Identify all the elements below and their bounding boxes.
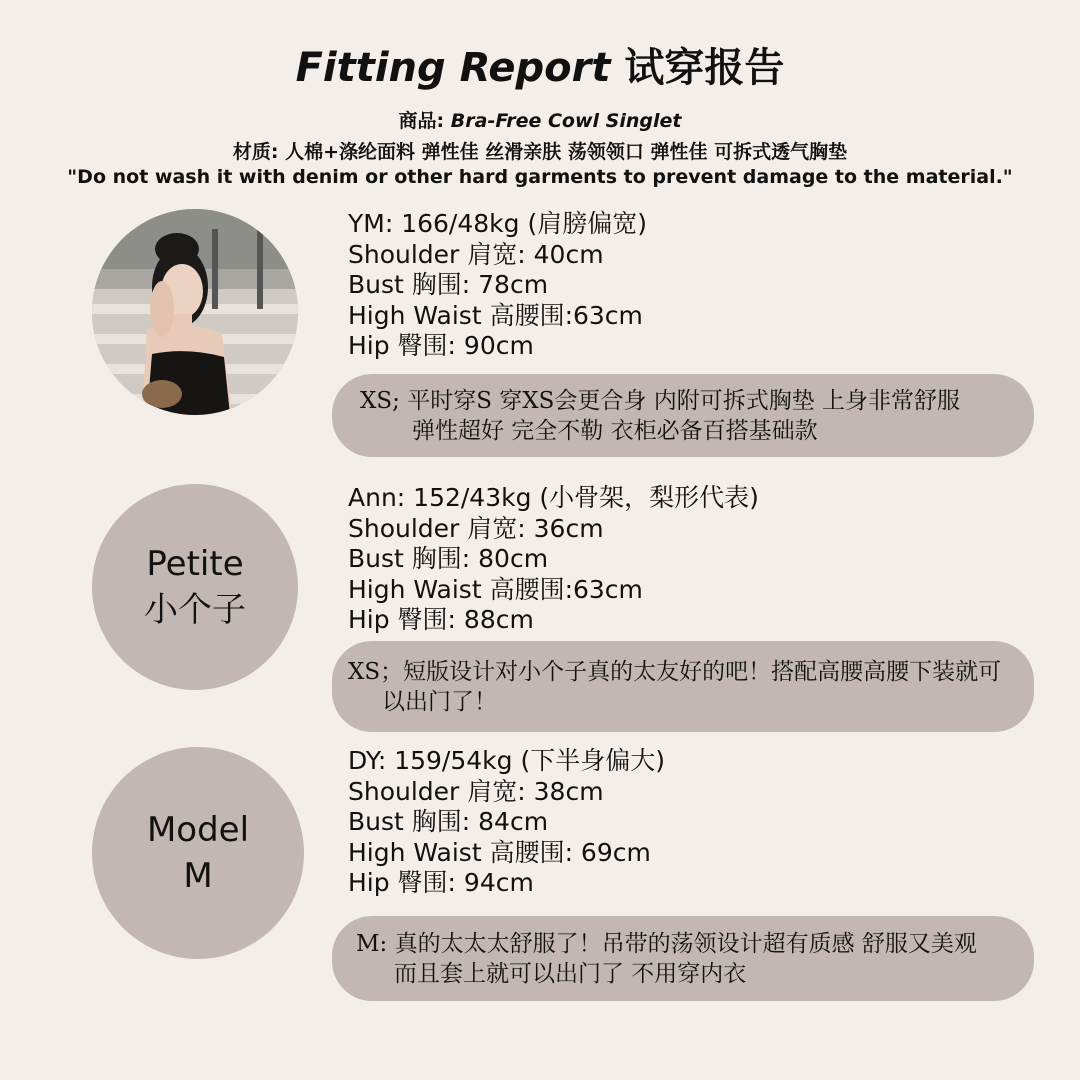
comment-line2: 而且套上就可以出门了 不用穿内衣 — [394, 960, 747, 987]
comment-bubble-ym — [332, 374, 1034, 457]
title-english: Fitting Report — [295, 45, 611, 91]
comment-line1: XS；短版设计对小个子真的太友好的吧！搭配高腰高腰下装就可 — [348, 658, 1002, 685]
page-title — [0, 40, 1080, 96]
comment-bubble-ann — [332, 641, 1034, 732]
bust-measure: Bust 胸围: 84cm — [348, 807, 549, 836]
model-name-line: YM: 166/48kg (肩膀偏宽) — [348, 209, 647, 238]
avatar-label-line1: Petite — [146, 544, 244, 584]
comment-line2: 弹性超好 完全不勒 衣柜必备百搭基础款 — [412, 417, 818, 444]
shoulder-measure: Shoulder 肩宽: 38cm — [348, 776, 604, 806]
comment-line1: XS; 平时穿S 穿XS会更合身 内附可拆式胸垫 上身非常舒服 — [360, 387, 961, 414]
model-m-avatar — [92, 747, 304, 959]
care-note: "Do not wash it with denim or other hard garments to prevent damage to the material." — [67, 166, 1013, 188]
high-waist-measure: High Waist 高腰围: 69cm — [348, 837, 651, 867]
comment-bubble-dy — [332, 916, 1034, 1001]
title-chinese: 试穿报告 — [624, 45, 785, 91]
avatar-label-line2: 小个子 — [144, 590, 246, 630]
hip-measure: Hip 臀围: 88cm — [348, 605, 534, 634]
bust-measure: Bust 胸围: 78cm — [348, 270, 549, 299]
comment-line1: M: 真的太太太舒服了！吊带的荡领设计超有质感 舒服又美观 — [356, 930, 977, 957]
hip-measure: Hip 臀围: 90cm — [348, 331, 534, 360]
avatar-label-line1: Model — [146, 810, 250, 850]
high-waist-measure: High Waist 高腰围:63cm — [348, 300, 643, 330]
model-stats-ym — [348, 209, 647, 362]
model-name-line: Ann: 152/43kg (小骨架，梨形代表) — [348, 483, 759, 512]
comment-line2: 以出门了！ — [382, 688, 497, 715]
product-name: Bra-Free Cowl Singlet — [450, 110, 682, 132]
product-line — [0, 108, 1080, 134]
hip-measure: Hip 臀围: 94cm — [348, 868, 534, 897]
material-line: 材质: 人棉+涤纶面料 弹性佳 丝滑亲肤 荡领领口 弹性佳 可拆式透气胸垫 — [232, 141, 848, 163]
petite-avatar — [92, 484, 298, 690]
model-photo-illustration — [92, 209, 298, 415]
shoulder-measure: Shoulder 肩宽: 36cm — [348, 513, 604, 543]
avatar-label-line2: M — [183, 856, 213, 896]
model-photo-avatar — [92, 209, 298, 415]
bust-measure: Bust 胸围: 80cm — [348, 544, 549, 573]
high-waist-measure: High Waist 高腰围:63cm — [348, 574, 643, 604]
model-name-line: DY: 159/54kg (下半身偏大) — [348, 746, 665, 775]
model-stats-ann — [348, 483, 759, 636]
model-stats-dy — [348, 746, 665, 899]
product-label: 商品: — [398, 110, 445, 132]
shoulder-measure: Shoulder 肩宽: 40cm — [348, 239, 604, 269]
